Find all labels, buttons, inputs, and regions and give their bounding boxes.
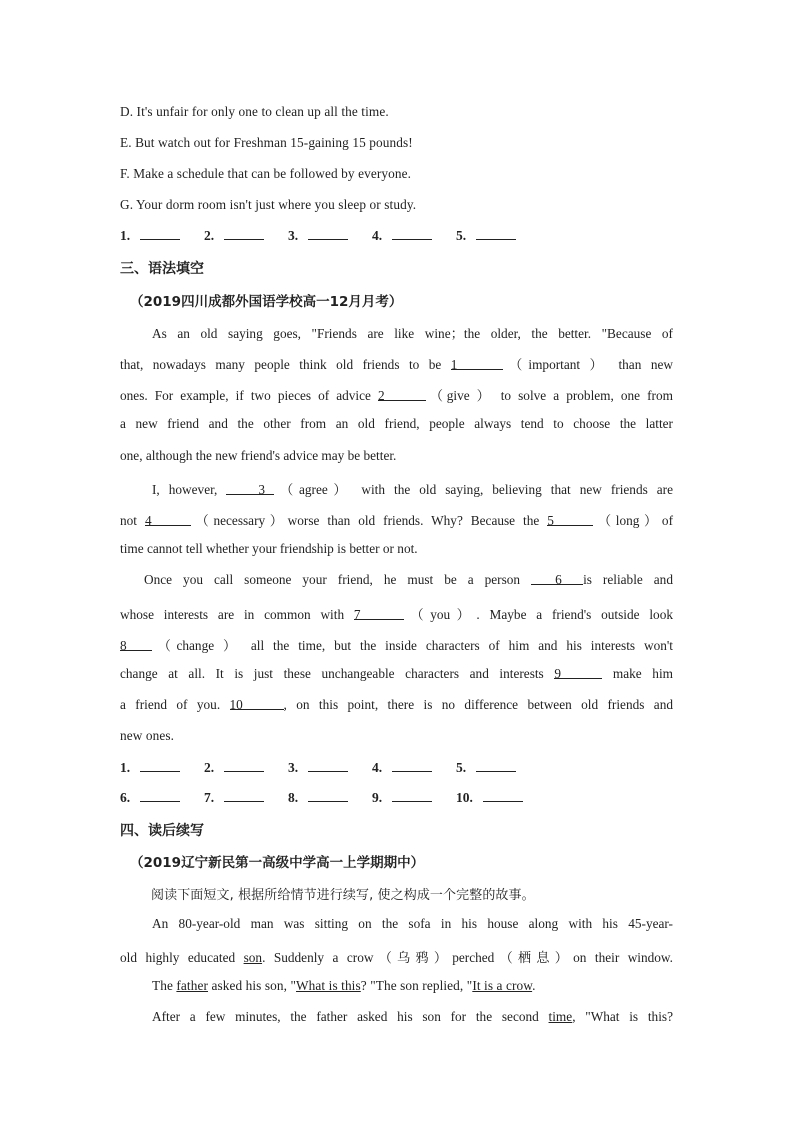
gap-2[interactable]: 2 [378, 388, 426, 401]
passage-line: change at all. It is just these unchangeable characters and interests 9 make him [120, 666, 673, 681]
passage-line: Once you call someone your friend, he must be a person 6 is reliable and [144, 572, 673, 587]
passage-line: time cannot tell whether your friendship is better or not. [120, 541, 418, 556]
section-3-title: 三、语法填空 [120, 261, 204, 277]
gap-8[interactable]: 8 [120, 638, 152, 651]
option-g: G. Your dorm room isn't just where you sleep or study. [120, 197, 417, 212]
passage-line: a friend of you. 10 , on this point, there is no difference between old friends and [120, 697, 674, 712]
passage-line: not 4 （necessary）worse than old friends. Why? Because the 5 （long）of [120, 513, 673, 528]
answer-blank[interactable] [140, 228, 180, 240]
option-d: D. It's unfair for only one to clean up all the time. [120, 104, 389, 119]
answer-blank[interactable] [224, 760, 264, 772]
gap-3[interactable]: 3 [226, 482, 274, 495]
gap-6[interactable]: 6 [531, 572, 583, 585]
answer-blank[interactable] [392, 228, 432, 240]
answer-blank[interactable] [476, 228, 516, 240]
gap-4[interactable]: 4 [145, 513, 191, 526]
answer-blank[interactable] [392, 790, 432, 802]
writing-instruction: 阅读下面短文, 根据所给情节进行续写, 使之构成一个完整的故事。 [151, 888, 535, 903]
answer-row-1-5: 1. 2. 3. 4. 5. [120, 760, 540, 776]
story-line: old highly educated son. Suddenly a crow（乌鸦）perched（栖息）on their window. [120, 950, 673, 965]
gap-5[interactable]: 5 [547, 513, 593, 526]
passage-line: one, although the new friend's advice may be better. [120, 448, 397, 463]
gap-7[interactable]: 7 [354, 607, 404, 620]
answer-blank[interactable] [392, 760, 432, 772]
section-3-source: （2019四川成都外国语学校高一12月月考） [130, 294, 403, 310]
passage-line: I, however, 3 （agree） with the old saying, believing that new friends are [152, 482, 673, 497]
answer-blank[interactable] [476, 760, 516, 772]
story-line: After a few minutes, the father asked his son for the second time, "What is this? [152, 1009, 673, 1024]
option-f: F. Make a schedule that can be followed by everyone. [120, 166, 412, 181]
passage-line: As an old saying goes, "Friends are like wine；the older, the better. "Because of [152, 326, 673, 341]
gap-10[interactable]: 10 [230, 697, 284, 710]
answer-blank[interactable] [140, 760, 180, 772]
gap-1[interactable]: 1 [451, 357, 503, 370]
section-4-title: 四、读后续写 [120, 823, 204, 839]
passage-line: that, nowadays many people think old friends to be 1 （important ） than new [120, 357, 673, 372]
story-line: The father asked his son, "What is this? "The son replied, "It is a crow. [152, 978, 536, 993]
passage-line: 8 （change ） all the time, but the inside characters of him and his interests won't [120, 638, 673, 653]
answer-row-1-5: 1. 2. 3. 4. 5. [120, 228, 540, 244]
answer-blank[interactable] [140, 790, 180, 802]
gap-9[interactable]: 9 [554, 666, 602, 679]
answer-blank[interactable] [308, 228, 348, 240]
answer-blank[interactable] [483, 790, 523, 802]
passage-line: a new friend and the other from an old friend, people always tend to choose the latter [120, 416, 673, 431]
answer-row-6-10: 6. 7. 8. 9. 10. [120, 790, 540, 806]
answer-blank[interactable] [308, 760, 348, 772]
section-4-source: （2019辽宁新民第一高级中学高一上学期期中） [130, 855, 425, 871]
passage-line: new ones. [120, 728, 175, 743]
story-line: An 80-year-old man was sitting on the sofa in his house along with his 45-year- [152, 916, 673, 931]
answer-blank[interactable] [224, 228, 264, 240]
answer-blank[interactable] [224, 790, 264, 802]
passage-line: ones. For example, if two pieces of advice 2 （give ） to solve a problem, one from [120, 388, 673, 403]
passage-line: whose interests are in common with 7 （you）. Maybe a friend's outside look [120, 607, 673, 622]
option-e: E. But watch out for Freshman 15-gaining 15 pounds! [120, 135, 413, 150]
answer-blank[interactable] [308, 790, 348, 802]
